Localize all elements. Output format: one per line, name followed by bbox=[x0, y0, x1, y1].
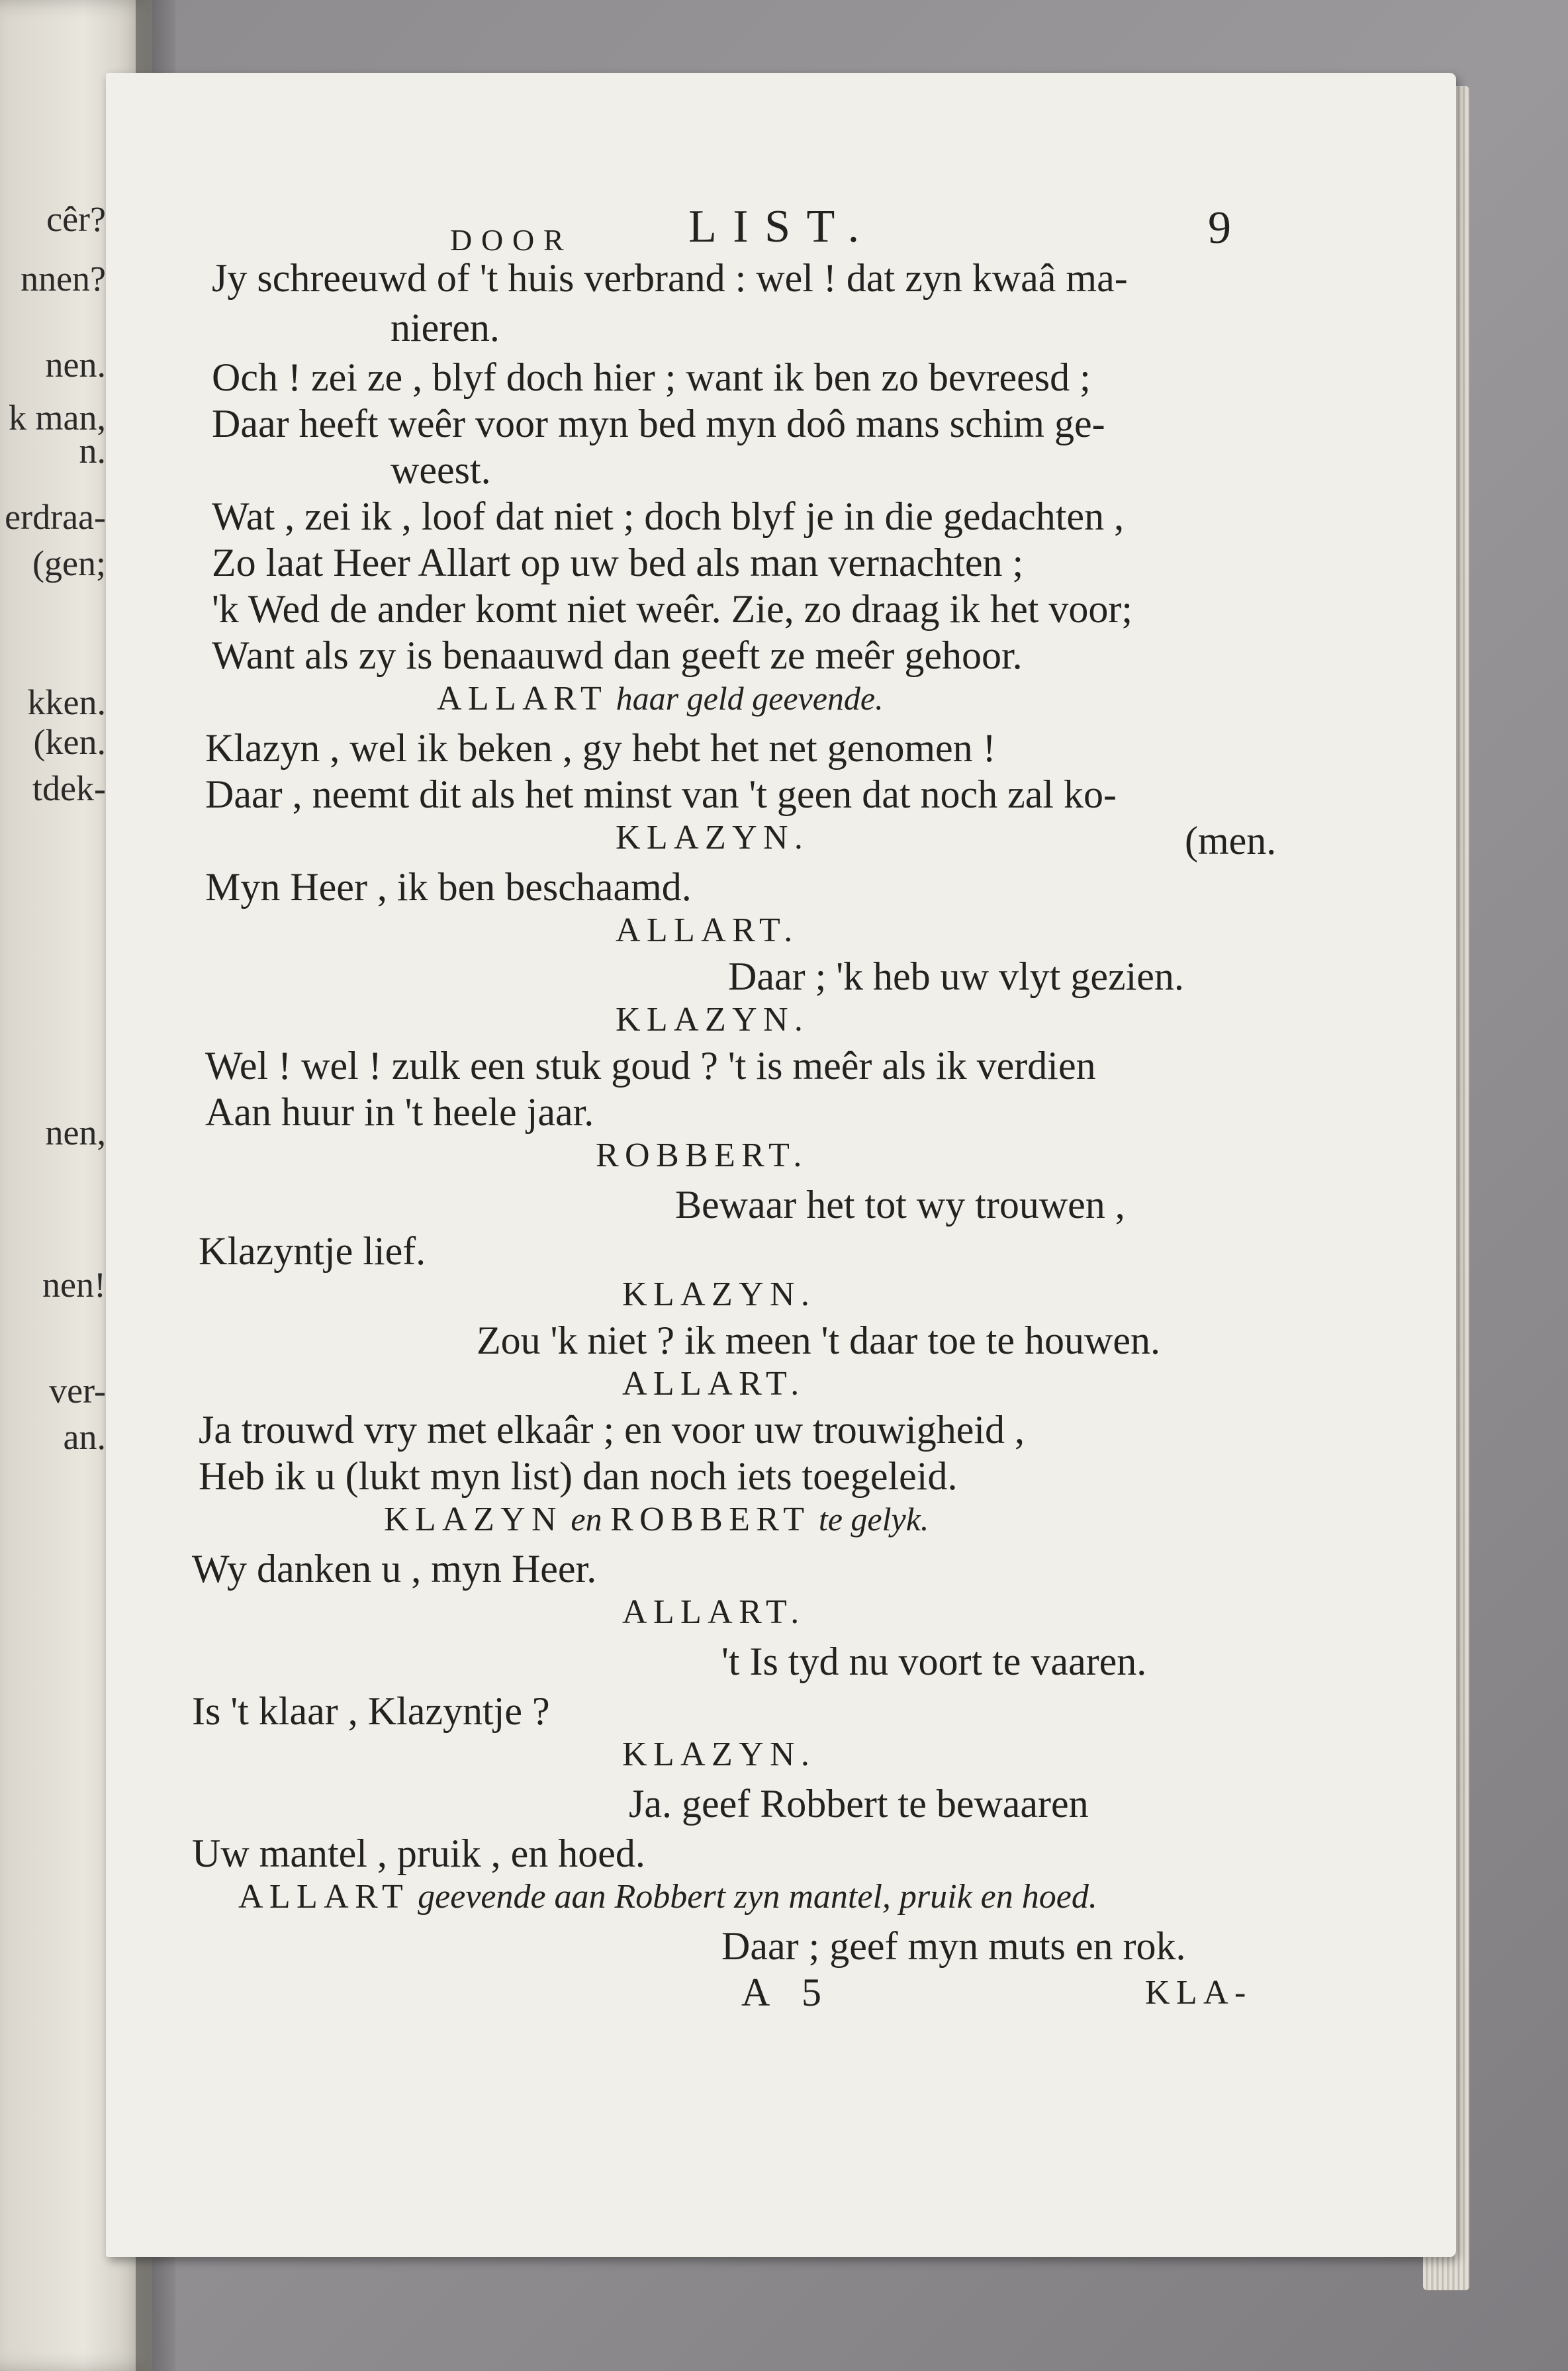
page-number: 9 bbox=[1208, 203, 1231, 254]
left-fragment: nen! bbox=[42, 1265, 106, 1305]
verse-line: nieren. bbox=[391, 306, 500, 349]
left-fragment: an. bbox=[63, 1417, 106, 1457]
verse-line: Klazyntje lief. bbox=[199, 1229, 426, 1273]
verse-line: Uw mantel , pruik , en hoed. bbox=[192, 1832, 645, 1875]
verse-line: Aan huur in 't heele jaar. bbox=[205, 1090, 594, 1134]
verse-line: Och ! zei ze , blyf doch hier ; want ik ben zo bevreesd ; bbox=[212, 355, 1091, 399]
verse-line: Want als zy is benaauwd dan geeft ze meêr gehoor. bbox=[212, 633, 1023, 677]
book-page bbox=[106, 73, 1456, 2257]
left-fragment: nen, bbox=[45, 1113, 106, 1152]
left-fragment: (gen; bbox=[32, 543, 106, 583]
stage-direction-text: te gelyk. bbox=[818, 1501, 929, 1538]
stage-direction-text: haar geld geevende. bbox=[616, 680, 884, 717]
left-fragment: (ken. bbox=[33, 722, 106, 762]
speaker-name: ROBBERT bbox=[610, 1501, 811, 1538]
left-fragment: erdraa- bbox=[5, 497, 106, 537]
speaker-name: ALLART. bbox=[616, 911, 799, 949]
speaker-name: KLAZYN. bbox=[622, 1276, 816, 1313]
running-header-title: LIST. bbox=[688, 201, 876, 252]
verse-line: Zou 'k niet ? ik meen 't daar toe te houwen. bbox=[477, 1319, 1160, 1362]
stage-direction bbox=[238, 1880, 1097, 1914]
left-fragment: k man, bbox=[9, 398, 106, 438]
verse-line: 'k Wed de ander komt niet weêr. Zie, zo draag ik het voor; bbox=[212, 587, 1133, 631]
stage-direction-text: en bbox=[571, 1501, 602, 1538]
speaker-name: KLAZYN bbox=[384, 1501, 563, 1538]
left-fragment: kken. bbox=[27, 682, 106, 722]
stage-direction bbox=[384, 1503, 929, 1537]
verse-line: Wy danken u , myn Heer. bbox=[192, 1547, 597, 1591]
stage-direction bbox=[437, 682, 884, 716]
catchword: KLA- bbox=[1145, 1974, 1252, 2012]
verse-line: Daar heeft weêr voor myn bed myn doô mans schim ge- bbox=[212, 402, 1105, 445]
verse-line: Wat , zei ik , loof dat niet ; doch blyf je in die gedachten , bbox=[212, 494, 1125, 538]
verse-line: weest. bbox=[391, 448, 491, 492]
signature-mark: A 5 bbox=[741, 1971, 834, 2014]
speaker-name: KLAZYN. bbox=[616, 819, 809, 857]
left-fragment: nnen? bbox=[21, 259, 106, 299]
speaker-name: ALLART bbox=[437, 680, 608, 718]
running-header-word: DOOR bbox=[450, 223, 573, 257]
left-fragment: n. bbox=[79, 431, 106, 471]
speaker-name: KLAZYN. bbox=[622, 1736, 816, 1773]
left-fragment: cêr? bbox=[46, 199, 106, 239]
verse-line: Zo laat Heer Allart op uw bed als man vernachten ; bbox=[212, 541, 1024, 584]
verse-line: Daar , neemt dit als het minst van 't geen dat noch zal ko- bbox=[205, 772, 1117, 816]
verse-line: Ja trouwd vry met elkaâr ; en voor uw trouwigheid , bbox=[199, 1408, 1025, 1452]
verse-line: Wel ! wel ! zulk een stuk goud ? 't is meêr als ik verdien bbox=[205, 1044, 1096, 1088]
speaker-name: KLAZYN. bbox=[616, 1001, 809, 1039]
left-fragment: tdek- bbox=[32, 768, 106, 808]
verse-line: Myn Heer , ik ben beschaamd. bbox=[205, 865, 692, 909]
verse-line: Daar ; geef myn muts en rok. bbox=[721, 1924, 1186, 1968]
verse-line: Is 't klaar , Klazyntje ? bbox=[192, 1689, 550, 1733]
verse-line: Bewaar het tot wy trouwen , bbox=[675, 1183, 1125, 1227]
verse-line: Ja. geef Robbert te bewaaren bbox=[629, 1782, 1089, 1826]
speaker-name: ALLART bbox=[238, 1878, 410, 1916]
speaker-name: ALLART. bbox=[622, 1593, 806, 1631]
verse-line: Klazyn , wel ik beken , gy hebt het net genomen ! bbox=[205, 726, 996, 770]
verse-line: (men. bbox=[1185, 819, 1277, 862]
left-fragment: ver- bbox=[49, 1371, 106, 1411]
speaker-name: ALLART. bbox=[622, 1365, 806, 1403]
verse-line: Heb ik u (lukt myn list) dan noch iets toegeleid. bbox=[199, 1454, 958, 1498]
left-fragment: nen. bbox=[45, 345, 106, 385]
stage-direction-text: geevende aan Robbert zyn mantel, pruik en hoed. bbox=[418, 1878, 1097, 1916]
verse-line: Daar ; 'k heb uw vlyt gezien. bbox=[728, 954, 1184, 998]
verse-line: 't Is tyd nu voort te vaaren. bbox=[721, 1640, 1147, 1683]
speaker-name: ROBBERT. bbox=[596, 1137, 808, 1174]
verse-line: Jy schreeuwd of 't huis verbrand : wel ! dat zyn kwaâ ma- bbox=[212, 256, 1128, 300]
